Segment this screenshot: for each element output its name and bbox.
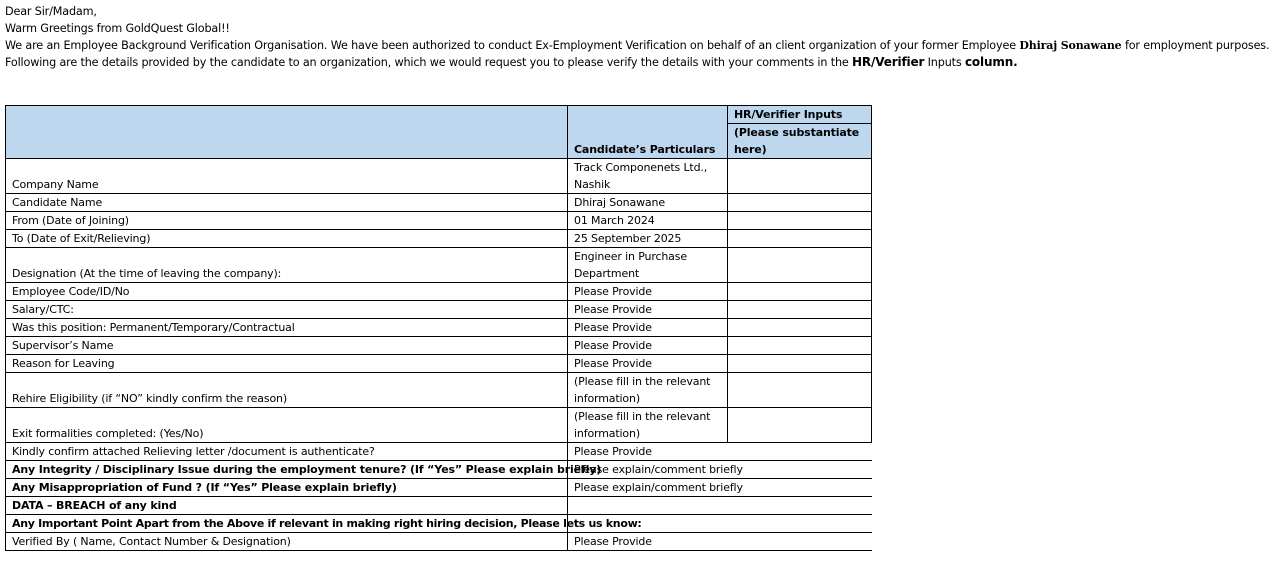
intro-letter — [5, 3, 1275, 71]
greeting: Dear Sir/Madam, — [5, 5, 97, 18]
table-row — [6, 337, 872, 355]
para2-inputs: Inputs — [927, 56, 962, 69]
row-label: Kindly confirm attached Relieving letter /document is authenticate? — [6, 443, 568, 461]
row-label: Any Misappropriation of Fund ? (If “Yes” Please explain briefly) — [6, 479, 568, 497]
table-row — [6, 515, 872, 533]
intro-paragraph-1 — [5, 37, 1275, 54]
header-hr-verifier — [728, 106, 872, 159]
table-row — [6, 212, 872, 230]
hr-input-cell[interactable] — [728, 283, 872, 301]
row-label: Candidate Name — [6, 194, 568, 212]
table-row — [6, 355, 872, 373]
intro-paragraph-2 — [5, 54, 1275, 71]
table-row — [6, 443, 872, 461]
row-label: Salary/CTC: — [6, 301, 568, 319]
row-value: Track Componenets Ltd., Nashik — [568, 159, 728, 194]
row-label: Rehire Eligibility (if “NO” kindly confirm the reason) — [6, 373, 568, 408]
row-value: Engineer in Purchase Department — [568, 248, 728, 283]
header-hr-verifier-title: HR/Verifier Inputs — [728, 106, 871, 124]
hr-input-cell[interactable] — [728, 230, 872, 248]
table-row — [6, 230, 872, 248]
hr-input-cell[interactable] — [728, 408, 872, 443]
hr-input-cell[interactable] — [728, 319, 872, 337]
row-value: 01 March 2024 — [568, 212, 728, 230]
hr-input-cell[interactable] — [728, 497, 872, 515]
row-value: Please Provide — [568, 443, 728, 461]
table-row — [6, 194, 872, 212]
hr-input-cell[interactable] — [728, 373, 872, 408]
greetings-line: Warm Greetings from GoldQuest Global!! — [5, 22, 230, 35]
table-row — [6, 479, 872, 497]
table-row — [6, 283, 872, 301]
row-value: Please Provide — [568, 319, 728, 337]
row-label: To (Date of Exit/Relieving) — [6, 230, 568, 248]
row-label: Company Name — [6, 159, 568, 194]
hr-input-cell[interactable] — [728, 533, 872, 551]
hr-input-cell[interactable] — [728, 248, 872, 283]
hr-input-cell[interactable] — [728, 194, 872, 212]
row-label: Exit formalities completed: (Yes/No) — [6, 408, 568, 443]
para2-hr: HR/Verifier — [852, 55, 925, 69]
row-value: Dhiraj Sonawane — [568, 194, 728, 212]
header-hr-verifier-note: (Please substantiate here) — [734, 126, 860, 156]
row-value: Please Provide — [568, 301, 728, 319]
row-value: (Please fill in the relevant information) — [568, 408, 728, 443]
row-label: From (Date of Joining) — [6, 212, 568, 230]
hr-input-cell[interactable] — [728, 515, 872, 533]
row-label: Any Important Point Apart from the Above if relevant in making right hiring decision, Please lets us know: — [6, 515, 568, 533]
table-row — [6, 461, 872, 479]
row-value: (Please fill in the relevant information) — [568, 373, 728, 408]
para1-start: We are an Employee Background Verification Organisation. We have been authorized to conduct Ex-Employment Verification on behalf of an client organization of your former Employee — [5, 39, 1016, 52]
table-row — [6, 159, 872, 194]
verification-table — [5, 105, 872, 551]
table-row — [6, 408, 872, 443]
row-label: Supervisor’s Name — [6, 337, 568, 355]
table-row — [6, 497, 872, 515]
row-value: Please Provide — [568, 337, 728, 355]
row-value: Please Provide — [568, 355, 728, 373]
row-value — [568, 497, 728, 515]
table-row — [6, 301, 872, 319]
para1-end: for employment purposes. — [1124, 39, 1270, 52]
hr-input-cell[interactable] — [728, 301, 872, 319]
table-row — [6, 533, 872, 551]
row-label: Reason for Leaving — [6, 355, 568, 373]
hr-input-cell[interactable] — [728, 212, 872, 230]
hr-input-cell[interactable] — [728, 159, 872, 194]
para2-column: column. — [964, 55, 1018, 69]
row-value: Please explain/comment briefly — [568, 479, 872, 497]
table-header-row — [6, 106, 872, 159]
employee-name: Dhiraj Sonawane — [1019, 39, 1122, 52]
row-label: Any Integrity / Disciplinary Issue during the employment tenure? (If “Yes” Please explain briefly) — [6, 461, 568, 479]
row-value: Please Provide — [568, 283, 728, 301]
row-label: Verified By ( Name, Contact Number & Designation) — [6, 533, 568, 551]
header-candidate-particulars: Candidate’s Particulars — [568, 106, 728, 159]
table-row — [6, 248, 872, 283]
table-row — [6, 373, 872, 408]
hr-input-cell[interactable] — [728, 443, 872, 461]
table-row — [6, 319, 872, 337]
row-value: Please Provide — [568, 533, 728, 551]
para2-start: Following are the details provided by the candidate to an organization, which we would request you to please verify the details with your comments in the — [5, 56, 849, 69]
row-value: 25 September 2025 — [568, 230, 728, 248]
row-label: Employee Code/ID/No — [6, 283, 568, 301]
header-cell-label — [6, 106, 568, 159]
row-value: Please explain/comment briefly — [568, 461, 872, 479]
row-label: Designation (At the time of leaving the company): — [6, 248, 568, 283]
hr-input-cell[interactable] — [728, 355, 872, 373]
hr-input-cell[interactable] — [728, 337, 872, 355]
row-label: Was this position: Permanent/Temporary/Contractual — [6, 319, 568, 337]
row-label: DATA – BREACH of any kind — [6, 497, 568, 515]
